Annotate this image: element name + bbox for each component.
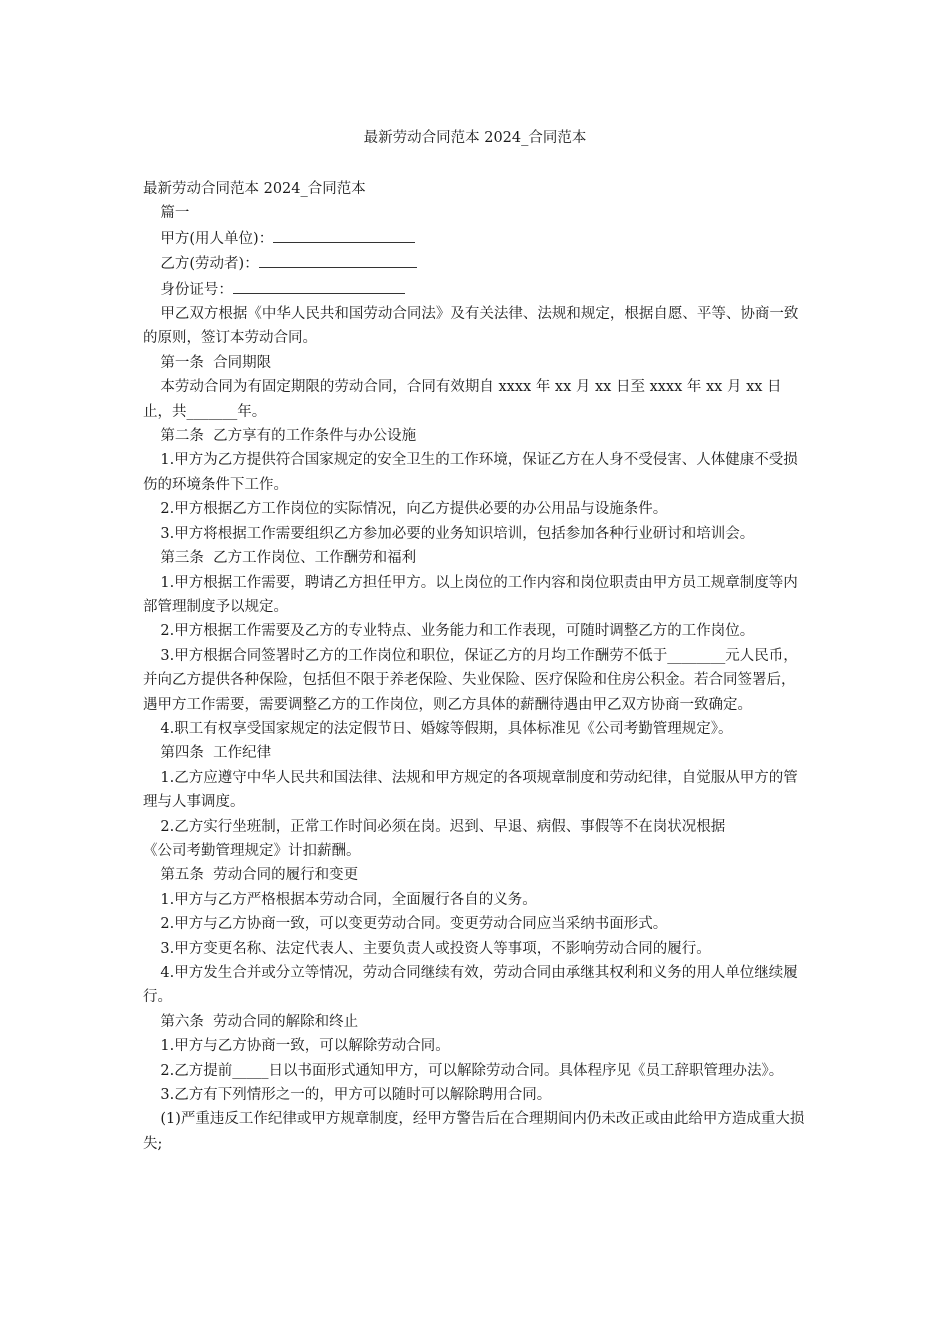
article-3-title: 第三条 乙方工作岗位、工作酬劳和福利	[160, 550, 417, 567]
article-2-title: 第二条 乙方享有的工作条件与办公设施	[160, 428, 417, 445]
article-4-title: 第四条 工作纪律	[160, 745, 272, 762]
party-b-blank	[259, 251, 417, 268]
article-1-title: 第一条 合同期限	[160, 354, 272, 371]
article-5-item-4: 4.甲方发生合并或分立等情况，劳动合同继续有效，劳动合同由承继其权利和义务的用人单位继续履行。	[143, 965, 798, 1006]
id-number-blank	[233, 277, 405, 294]
document-title: 最新劳动合同范本 2024_合同范本	[143, 181, 366, 197]
id-number-label: 身份证号：	[160, 281, 233, 298]
article-5-item-1: 1.甲方与乙方严格根据本劳动合同，全面履行各自的义务。	[160, 891, 537, 908]
article-6-item-4: (1)严重违反工作纪律或甲方规章制度，经甲方警告后在合理期间内仍未改正或由此给甲方造成重大损失;	[143, 1111, 805, 1152]
article-6-item-2: 2.乙方提前_____日以书面形式通知甲方，可以解除劳动合同。具体程序见《员工辞职管理办法》。	[160, 1062, 784, 1079]
section-label: 篇一	[160, 205, 190, 222]
party-b-label: 乙方(劳动者)：	[160, 256, 259, 273]
article-6-item-1: 1.甲方与乙方协商一致，可以解除劳动合同。	[160, 1038, 450, 1055]
article-2-item-1: 1.甲方为乙方提供符合国家规定的安全卫生的工作环境，保证乙方在人身不受侵害、人体健康不受损伤的环境条件下工作。	[143, 452, 798, 493]
party-b-field	[143, 251, 807, 276]
article-4-item-2-cont: 《公司考勤管理规定》计扣薪酬。	[143, 842, 361, 859]
article-3-item-2: 2.甲方根据工作需要及乙方的专业特点、业务能力和工作表现，可随时调整乙方的工作岗位。	[160, 623, 755, 640]
article-3-item-3: 3.甲方根据合同签署时乙方的工作岗位和职位，保证乙方的月均工作酬劳不低于________元人民币，并向乙方提供各种保险，包括但不限于养老保险、失业保险、医疗保险和住房公积金。若合同签署后，遇甲方工作需要，需要调整乙方的工作岗位，则乙方具体的薪酬待遇由甲乙双方协商一致确定。	[143, 647, 798, 713]
id-number-field	[143, 277, 807, 302]
article-5-item-2: 2.甲方与乙方协商一致，可以变更劳动合同。变更劳动合同应当采纳书面形式。	[160, 916, 668, 933]
party-a-field	[143, 226, 807, 251]
document-body	[143, 177, 807, 1156]
article-5-title: 第五条 劳动合同的履行和变更	[160, 867, 359, 884]
page-header-title: 最新劳动合同范本 2024_合同范本	[363, 130, 587, 146]
article-4-item-2: 2.乙方实行坐班制，正常工作时间必须在岗。迟到、早退、病假、事假等不在岗状况根据	[160, 818, 726, 835]
article-4-item-1: 1.乙方应遵守中华人民共和国法律、法规和甲方规定的各项规章制度和劳动纪律，自觉服从甲方的管理与人事调度。	[143, 769, 798, 811]
article-6-title: 第六条 劳动合同的解除和终止	[160, 1013, 359, 1030]
article-2-item-3: 3.甲方将根据工作需要组织乙方参加必要的业务知识培训，包括参加各种行业研讨和培训会。	[160, 525, 755, 542]
article-3-item-4: 4.职工有权享受国家规定的法定假节日、婚嫁等假期，具体标准见《公司考勤管理规定》。	[160, 720, 733, 737]
article-3-item-1: 1.甲方根据工作需要，聘请乙方担任甲方。以上岗位的工作内容和岗位职责由甲方员工规章制度等内部管理制度予以规定。	[143, 574, 798, 615]
party-a-label: 甲方(用人单位)：	[160, 230, 274, 247]
article-6-item-3: 3.乙方有下列情形之一的，甲方可以随时可以解除聘用合同。	[160, 1087, 552, 1104]
intro-paragraph: 甲乙双方根据《中华人民共和国劳动合同法》及有关法律、法规和规定，根据自愿、平等、协商一致的原则，签订本劳动合同。	[143, 306, 799, 347]
article-1-paragraph: 本劳动合同为有固定期限的劳动合同，合同有效期自 xxxx 年 xx 月 xx 日至 xxxx 年 xx 月 xx 日止，共_______年。	[143, 379, 782, 420]
article-2-item-2: 2.甲方根据乙方工作岗位的实际情况，向乙方提供必要的办公用品与设施条件。	[160, 501, 668, 518]
party-a-blank	[273, 226, 415, 243]
article-5-item-3: 3.甲方变更名称、法定代表人、主要负责人或投资人等事项，不影响劳动合同的履行。	[160, 940, 711, 957]
